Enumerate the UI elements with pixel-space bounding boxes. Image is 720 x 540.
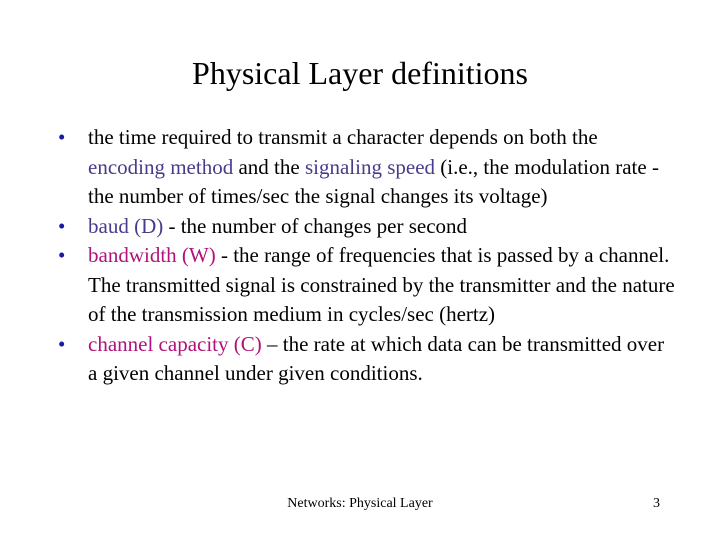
- page-number: 3: [653, 496, 660, 511]
- bullet-text: the time required to transmit a character depends on both the: [88, 125, 598, 149]
- term-encoding-method: encoding method: [88, 154, 234, 179]
- term-signaling-speed: signaling speed: [304, 154, 436, 179]
- slide-title: Physical Layer definitions: [192, 55, 528, 91]
- bullet-item-channel-capacity: [58, 330, 678, 389]
- bullet-item-bandwidth: [58, 241, 678, 330]
- bullet-icon: •: [58, 125, 66, 149]
- bullet-item-time-required: [58, 123, 678, 212]
- term-bandwidth: bandwidth (W): [88, 243, 216, 267]
- bullet-icon: •: [58, 243, 66, 267]
- bullet-text: (i.e., the modulation rate - the number of times/sec the signal changes its voltage): [88, 154, 659, 208]
- bullet-list: [58, 123, 678, 389]
- bullet-text: and the: [233, 154, 305, 179]
- bullet-text: - the number of changes per second: [163, 213, 468, 238]
- bullet-icon: •: [58, 213, 66, 238]
- bullet-item-baud: [58, 212, 678, 242]
- term-baud: baud (D): [88, 213, 164, 238]
- bullet-text: - the range of frequencies that is passed by a channel. The transmitted signal is constrained by the transmitter and the nature of the transmission medium in cycles/sec (hertz): [88, 243, 675, 326]
- bullet-icon: •: [58, 331, 66, 356]
- footer-title: Networks: Physical Layer: [287, 496, 433, 511]
- term-channel-capacity: channel capacity (C): [88, 331, 262, 356]
- bullet-text: – the rate at which data can be transmitted over a given channel under given conditions.: [88, 331, 665, 385]
